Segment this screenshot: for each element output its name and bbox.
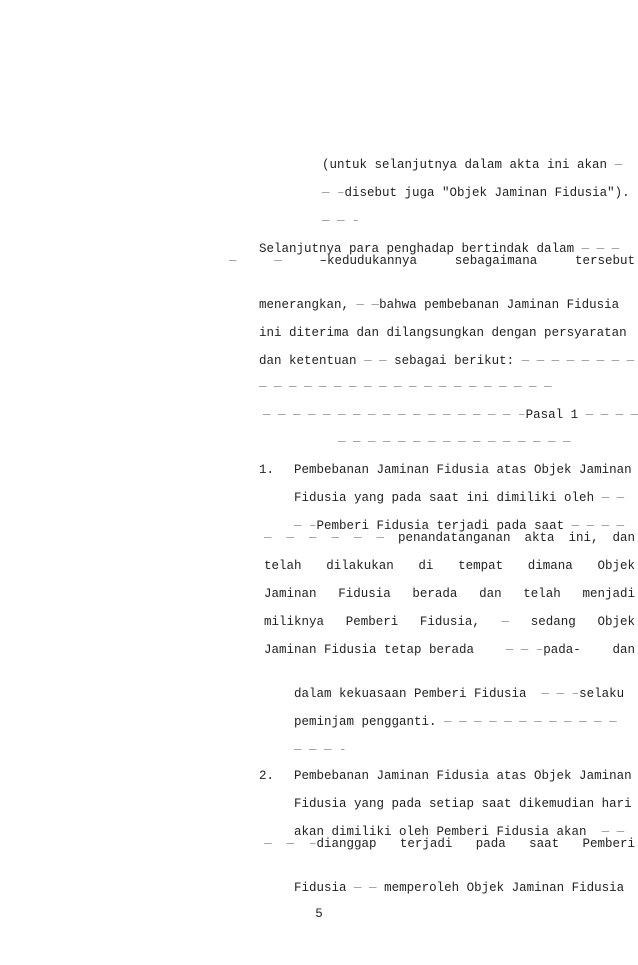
text-segment: saat [529,837,560,851]
dash-filler: — — – [264,837,317,851]
text-line [264,836,635,852]
dash-filler: — — — — — — — — — — — — — — — — — — — — [259,380,552,394]
text-segment: pada- [543,643,581,657]
text-segment: sebagai berikut: [394,354,515,368]
text-segment: Pemberi [345,615,399,629]
text-segment: dan [479,587,502,601]
text-segment: sedang [530,615,576,629]
text-segment: penandatanganan [398,531,511,545]
text-segment: pada [475,837,506,851]
text-line [264,558,635,574]
dash-filler: — – [294,519,317,533]
text-segment: Objek [597,615,635,629]
dash-filler: — [274,254,282,268]
dash-filler: — — — [581,242,620,256]
text-segment: Pembebanan Jaminan Fidusia atas Objek Jaminan [294,463,632,477]
text-segment: dilakukan [326,559,394,573]
text-segment: 1. [259,463,275,477]
text-segment: Selanjutnya para penghadap bertindak dalam [259,242,575,256]
text-line [264,642,635,658]
dash-filler: — — [601,825,625,839]
dash-filler: — — — — [585,408,638,422]
text-segment: Pemberi [582,837,635,851]
text-segment: memperoleh Objek Jaminan Fidusia [384,881,625,895]
text-segment: ini diterima dan dilangsungkan dengan persyaratan [259,326,627,340]
page-number: 5 [315,907,323,921]
dash-filler: — — - [322,214,360,228]
text-line [229,253,635,269]
text-segment: Fidusia yang pada setiap saat dikemudian hari [294,797,632,811]
dash-filler: — — [364,354,387,368]
text-segment: akan dimiliki oleh Pemberi Fidusia akan [294,825,587,839]
text-segment: Fidusia yang pada saat ini dimiliki oleh [294,491,595,505]
dash-filler: — [501,615,510,629]
text-segment: ini, [568,531,599,545]
text-segment: tempat [458,559,504,573]
text-line [264,530,635,546]
text-segment: menjadi [582,587,635,601]
dash-filler: — — — - [294,743,347,757]
text-segment: Jaminan [264,587,317,601]
text-segment: peminjam pengganti. [294,715,437,729]
text-segment: Objek [597,559,635,573]
text-line [264,864,624,912]
text-segment: dan [612,643,635,657]
dash-filler: — [229,254,237,268]
text-segment: Fidusia [294,881,347,895]
dash-filler: — — – [541,687,580,701]
text-line [264,586,635,602]
dash-filler: — — – [505,643,544,657]
text-segment: Jaminan Fidusia tetap berada [264,643,475,657]
dash-filler: — — — — — — — — — — — — [444,715,617,729]
text-segment: Pembebanan Jaminan Fidusia atas Objek Jaminan [294,769,632,783]
dash-filler: — [614,158,623,172]
text-segment: telah [523,587,561,601]
text-segment: 2. [259,769,275,783]
text-segment: di [418,559,434,573]
text-segment: dalam kekuasaan Pemberi Fidusia [294,687,527,701]
dash-filler: — — [354,881,377,895]
text-segment: dan ketentuan [259,354,357,368]
text-segment: menerangkan, [259,298,350,312]
text-segment: dan [612,531,635,545]
dash-filler: — — — — — — — — [521,354,635,368]
text-segment: akta [524,531,555,545]
text-segment: terjadi [399,837,453,851]
text-segment: selaku [579,687,625,701]
dash-filler: — — — — — — [264,531,385,545]
text-segment: –kedudukannya [319,254,417,268]
text-segment: telah [264,559,302,573]
dash-filler: — — — — — — — — — — — — — — — — [338,435,571,449]
text-segment: miliknya [264,615,325,629]
dash-filler: — – [322,186,345,200]
text-segment: Fidusia [338,587,391,601]
text-line [264,614,635,630]
text-segment: dimana [527,559,573,573]
dash-filler: — — — — [571,519,625,533]
text-segment: Pemberi Fidusia terjadi pada saat [316,519,565,533]
text-segment: disebut juga "Objek Jaminan Fidusia"). [344,186,630,200]
text-segment: dianggap [316,837,377,851]
dash-filler: — — — — — — — — — — — — — — — — — – [263,408,526,422]
dash-filler: — — [601,491,625,505]
text-segment: tersebut [574,254,635,268]
text-segment: (untuk selanjutnya dalam akta ini akan [322,158,608,172]
text-segment: berada [412,587,458,601]
text-segment: sebagaimana [454,254,538,268]
text-segment: Fidusia, [419,615,480,629]
article-title: Pasal 1 [525,408,579,422]
text-segment: bahwa pembebanan Jaminan Fidusia [379,298,620,312]
dash-filler: — — [356,298,380,312]
